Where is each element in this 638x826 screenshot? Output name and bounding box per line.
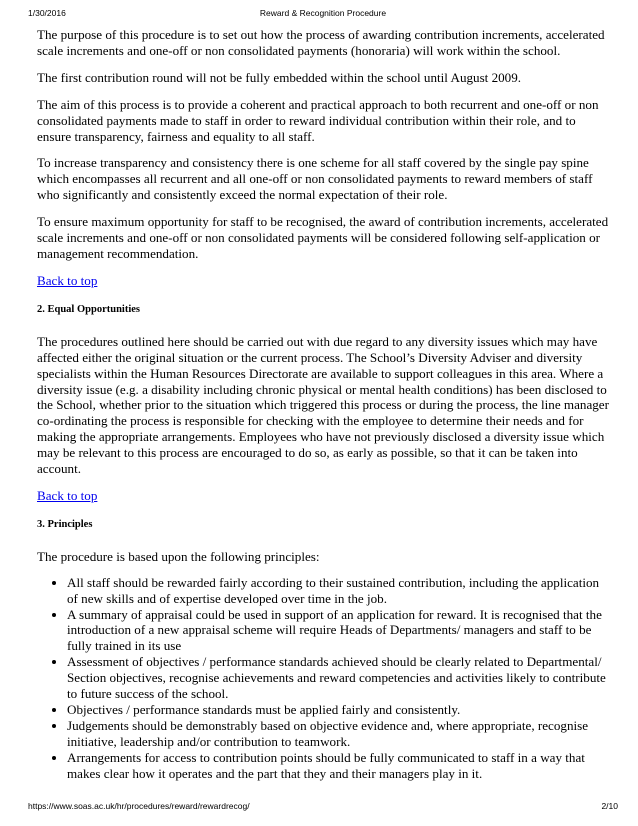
list-item: • A summary of appraisal could be used in support of an application for reward. It is recognised that the introduction of a new appraisal scheme will require Heads of Departments/ managers and staff to be fully trained in its use bbox=[67, 607, 611, 655]
intro-paragraph: The purpose of this procedure is to set out how the process of awarding contribution increments, accelerated scale increments and one-off or non consolidated payments (honoraria) will work within the school. bbox=[37, 27, 605, 58]
list-item: • All staff should be rewarded fairly according to their sustained contribution, including the application of new skills and of expertise developed over time in the job. bbox=[67, 575, 611, 607]
print-url: https://www.soas.ac.uk/hr/procedures/reward/rewardrecog/ bbox=[28, 801, 250, 811]
principles-intro: The procedure is based upon the following principles: bbox=[37, 548, 320, 564]
print-date: 1/30/2016 bbox=[28, 8, 66, 18]
list-item: • Judgements should be demonstrably based on objective evidence and, where appropriate, recognise initiative, leadership and/or contribution to teamwork. bbox=[67, 718, 611, 750]
intro-paragraph: The aim of this process is to provide a coherent and practical approach to both recurrent and one-off or non consolidated payments made to staff in order to reward individual contribution within their role, and to ensure transparency, fairness and equality to all staff. bbox=[37, 96, 599, 144]
back-to-top-link[interactable]: Back to top bbox=[37, 272, 98, 288]
section-heading-principles: 3. Principles bbox=[37, 518, 93, 530]
document-body bbox=[37, 27, 611, 782]
principles-list bbox=[37, 575, 611, 782]
list-item: • Assessment of objectives / performance standards achieved should be clearly related to Departmental/ Section objectives, recognise achievements and reward competencies and activities likely to contribute to future success of the school. bbox=[67, 654, 611, 702]
equal-opportunities-paragraph: The procedures outlined here should be carried out with due regard to any diversity issues which may have affected either the original situation or the current process. The School’s Diversity Adviser and diversity specialists within the Human Resources Directorate are available to support colleagues in this area. Where a diversity issue (e.g. a disability including chronic physical or mental health conditions) has been disclosed to the School, whether prior to the situation which triggered this process or during the process, the line manager co-ordinating the process is responsible for checking with the employee to determine their needs and for making the appropriate arrangements. Employees who have not previously disclosed a diversity issue which may be relevant to this process are encouraged to do so, as early as possible, so that it can be taken into account. bbox=[37, 333, 609, 477]
list-item: • Objectives / performance standards must be applied fairly and consistently. bbox=[67, 702, 611, 718]
intro-paragraph: The first contribution round will not be fully embedded within the school until August 2009. bbox=[37, 69, 522, 85]
print-title: Reward & Recognition Procedure bbox=[259, 8, 387, 18]
section-heading-equal-opportunities: 2. Equal Opportunities bbox=[37, 303, 140, 315]
back-to-top-link[interactable]: Back to top bbox=[37, 487, 98, 503]
page-number: 2/10 bbox=[601, 801, 618, 811]
list-item: • Arrangements for access to contribution points should be fully communicated to staff in a way that makes clear how it operates and the part that they and their managers play in it. bbox=[67, 750, 611, 782]
intro-paragraph: To ensure maximum opportunity for staff to be recognised, the award of contribution increments, accelerated scale increments and one-off or non consolidated payments will be considered following self-application or management recommendation. bbox=[37, 214, 609, 261]
intro-paragraph: To increase transparency and consistency there is one scheme for all staff covered by the single pay spine which encompasses all recurrent and all one-off or non consolidated payments to reward members of staff who significantly and consistently exceed the normal expectation of their role. bbox=[37, 155, 593, 203]
